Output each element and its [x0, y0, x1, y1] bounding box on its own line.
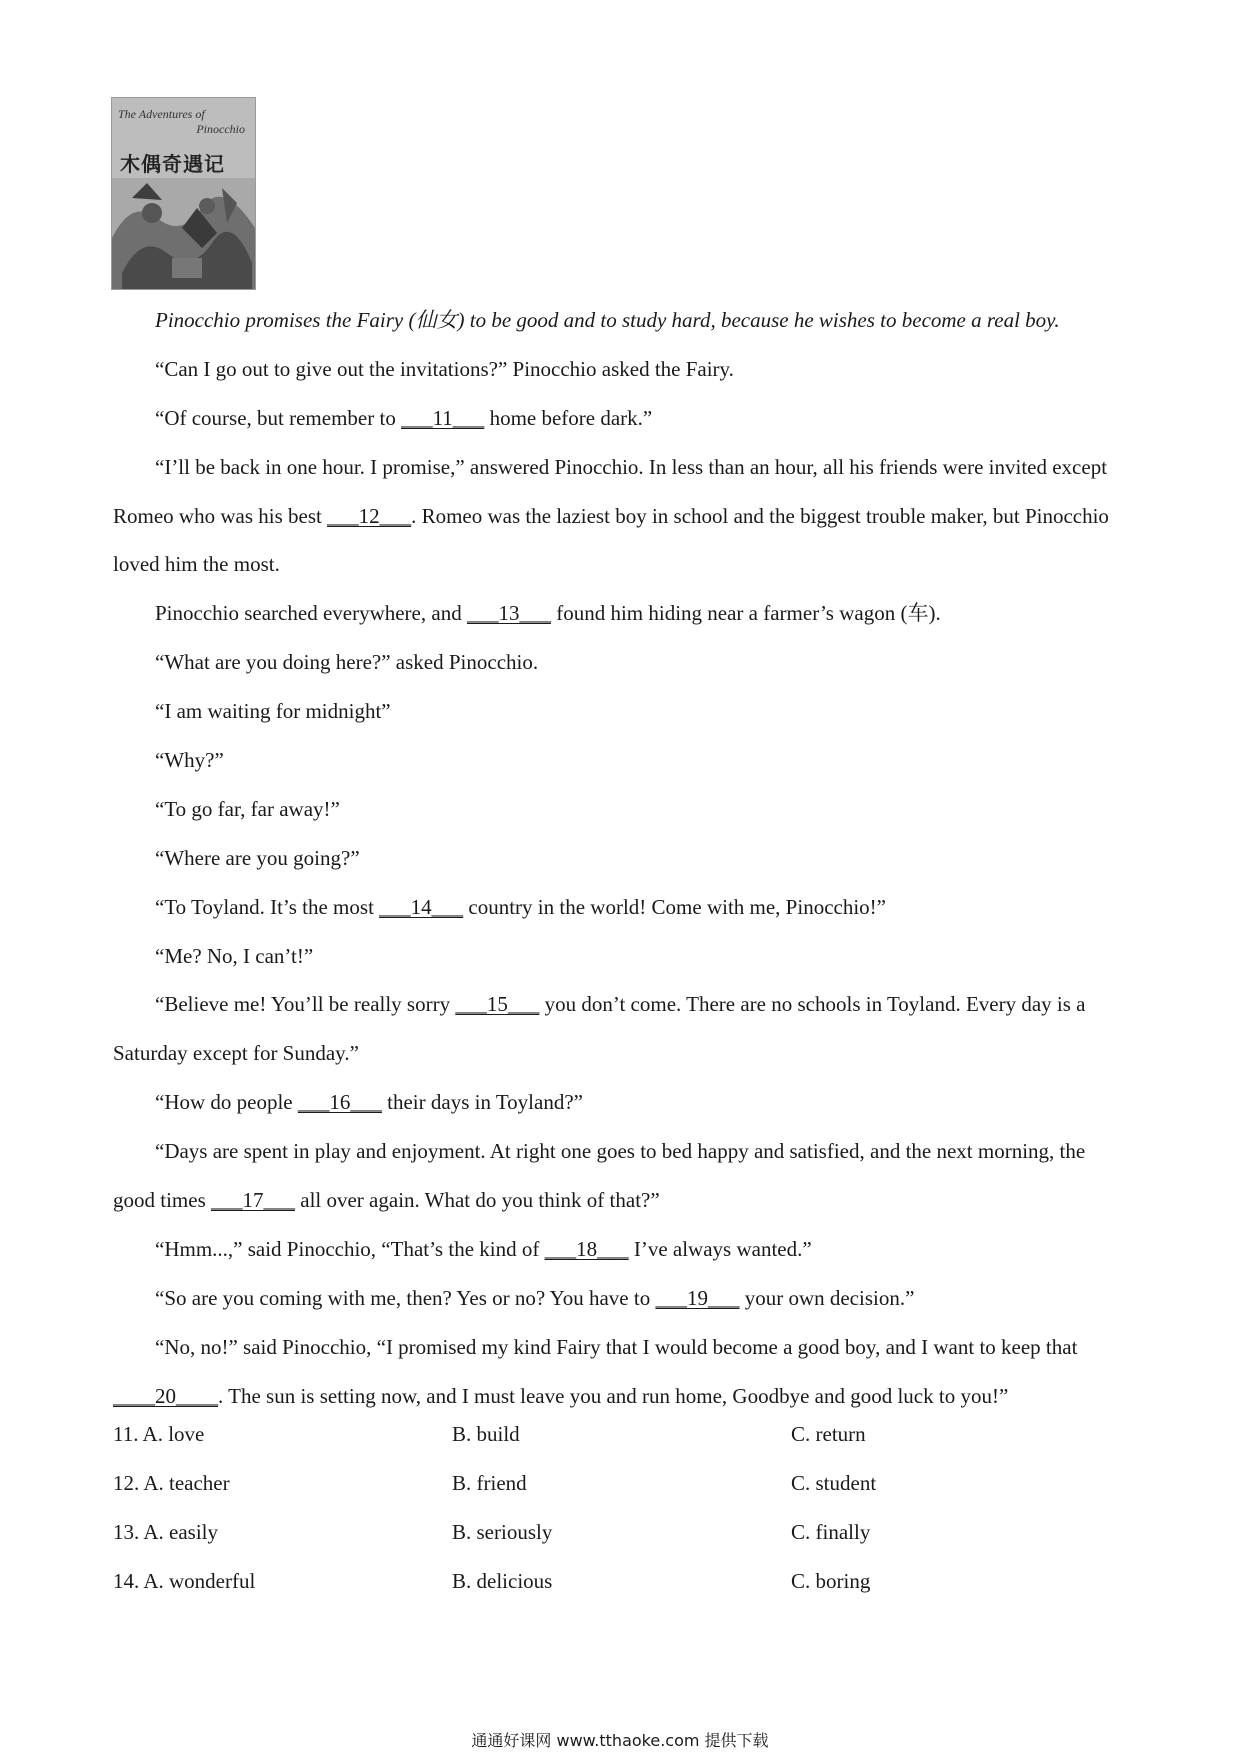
text-segment: your own decision.” [739, 1285, 915, 1310]
option-c: C. finally [791, 1519, 871, 1544]
passage-line [113, 394, 1129, 443]
passage-line [113, 589, 1129, 638]
book-cover-image [111, 97, 256, 290]
passage-line: “Days are spent in play and enjoyment. At right one goes to bed happy and satisfied, and the next morning, the [155, 1139, 1086, 1164]
text-segment: good times [113, 1188, 211, 1213]
passage-line: “Why?” [155, 748, 224, 773]
text-segment: Romeo who was his best [113, 503, 328, 528]
blank-11: ___11___ [401, 405, 485, 430]
passage-line: “Can I go out to give out the invitations?” Pinocchio asked the Fairy. [155, 356, 734, 381]
blank-13: ___13___ [466, 601, 551, 626]
option-row-11 [113, 1410, 1129, 1459]
option-a: 13. A. easily [113, 1519, 218, 1544]
text-segment: Pinocchio searched everywhere, and [155, 601, 467, 626]
answer-options [113, 1410, 1129, 1606]
passage-line: “Where are you going?” [155, 845, 360, 870]
cover-title-en-line2: Pinocchio [196, 122, 245, 136]
option-c: C. student [791, 1470, 877, 1495]
passage-line: “To go far, far away!” [155, 796, 340, 821]
blank-14: ___14___ [379, 894, 464, 919]
blank-12: ___12___ [327, 503, 412, 528]
text-segment: their days in Toyland?” [381, 1090, 583, 1115]
option-c: C. boring [791, 1568, 871, 1593]
option-row-14 [113, 1557, 1129, 1606]
cover-title-cn: 木偶奇遇记 [120, 152, 225, 176]
passage-line: “What are you doing here?” asked Pinocchio. [155, 650, 539, 675]
text-segment: “Of course, but remember to [155, 405, 402, 430]
passage-line: “I’ll be back in one hour. I promise,” answered Pinocchio. In less than an hour, all his friends were invited except [155, 454, 1108, 479]
passage [113, 296, 1129, 1420]
option-a: 14. A. wonderful [113, 1568, 256, 1593]
text-segment: I’ve always wanted.” [628, 1236, 812, 1261]
text-segment: “To Toyland. It’s the most [155, 894, 380, 919]
passage-line [113, 1274, 1129, 1323]
passage-line: Saturday except for Sunday.” [113, 1041, 359, 1066]
cover-illustration-icon [112, 178, 255, 289]
intro-line: Pinocchio promises the Fairy (仙女) to be good and to study hard, because he wishes to become a real boy. [155, 308, 1060, 332]
text-segment: you don’t come. There are no schools in Toyland. Every day is a [539, 992, 1086, 1017]
option-b: B. delicious [452, 1568, 553, 1593]
text-segment: found him hiding near a farmer’s wagon (车). [550, 601, 941, 626]
option-c: C. return [791, 1422, 866, 1446]
text-segment: “So are you coming with me, then? Yes or no? You have to [155, 1285, 656, 1310]
passage-line: loved him the most. [113, 552, 280, 577]
option-a: 11. A. love [113, 1422, 205, 1446]
text-segment: all over again. What do you think of that?” [295, 1188, 660, 1213]
option-row-13 [113, 1508, 1129, 1557]
blank-20: ____20____ [113, 1383, 218, 1408]
blank-15: ___15___ [455, 992, 540, 1017]
text-segment: . Romeo was the laziest boy in school and the biggest trouble maker, but Pinocchio [411, 503, 1109, 528]
option-b: B. friend [452, 1470, 527, 1495]
blank-19: ___19___ [655, 1285, 740, 1310]
passage-line [113, 492, 1129, 541]
option-a: 12. A. teacher [113, 1470, 230, 1495]
text-segment: “How do people [155, 1090, 298, 1115]
passage-line: “Me? No, I can’t!” [155, 943, 314, 968]
text-segment: . The sun is setting now, and I must leave you and run home, Goodbye and good luck to you!” [218, 1383, 1009, 1408]
cover-title-en-line1: The Adventures of [118, 107, 205, 121]
passage-line [113, 1078, 1129, 1127]
passage-line [113, 883, 1129, 932]
passage-line [113, 980, 1129, 1029]
passage-line [113, 1176, 1129, 1225]
option-row-12 [113, 1459, 1129, 1508]
blank-16: ___16___ [297, 1090, 382, 1115]
text-segment: “Believe me! You’ll be really sorry [155, 992, 456, 1017]
blank-18: ___18___ [544, 1236, 629, 1261]
text-segment: country in the world! Come with me, Pinocchio!” [463, 894, 886, 919]
option-b: B. seriously [452, 1519, 553, 1544]
passage-line: “No, no!” said Pinocchio, “I promised my kind Fairy that I would become a good boy, and I want to keep that [155, 1334, 1078, 1359]
passage-line [113, 1225, 1129, 1274]
page-footer: 通通好课网 www.tthaoke.com 提供下载 [471, 1731, 769, 1750]
blank-17: ___17___ [211, 1188, 295, 1213]
text-segment: home before dark.” [484, 405, 653, 430]
text-segment: “Hmm...,” said Pinocchio, “That’s the kind of [155, 1236, 545, 1261]
option-b: B. build [452, 1422, 520, 1446]
passage-line: “I am waiting for midnight” [155, 699, 391, 724]
